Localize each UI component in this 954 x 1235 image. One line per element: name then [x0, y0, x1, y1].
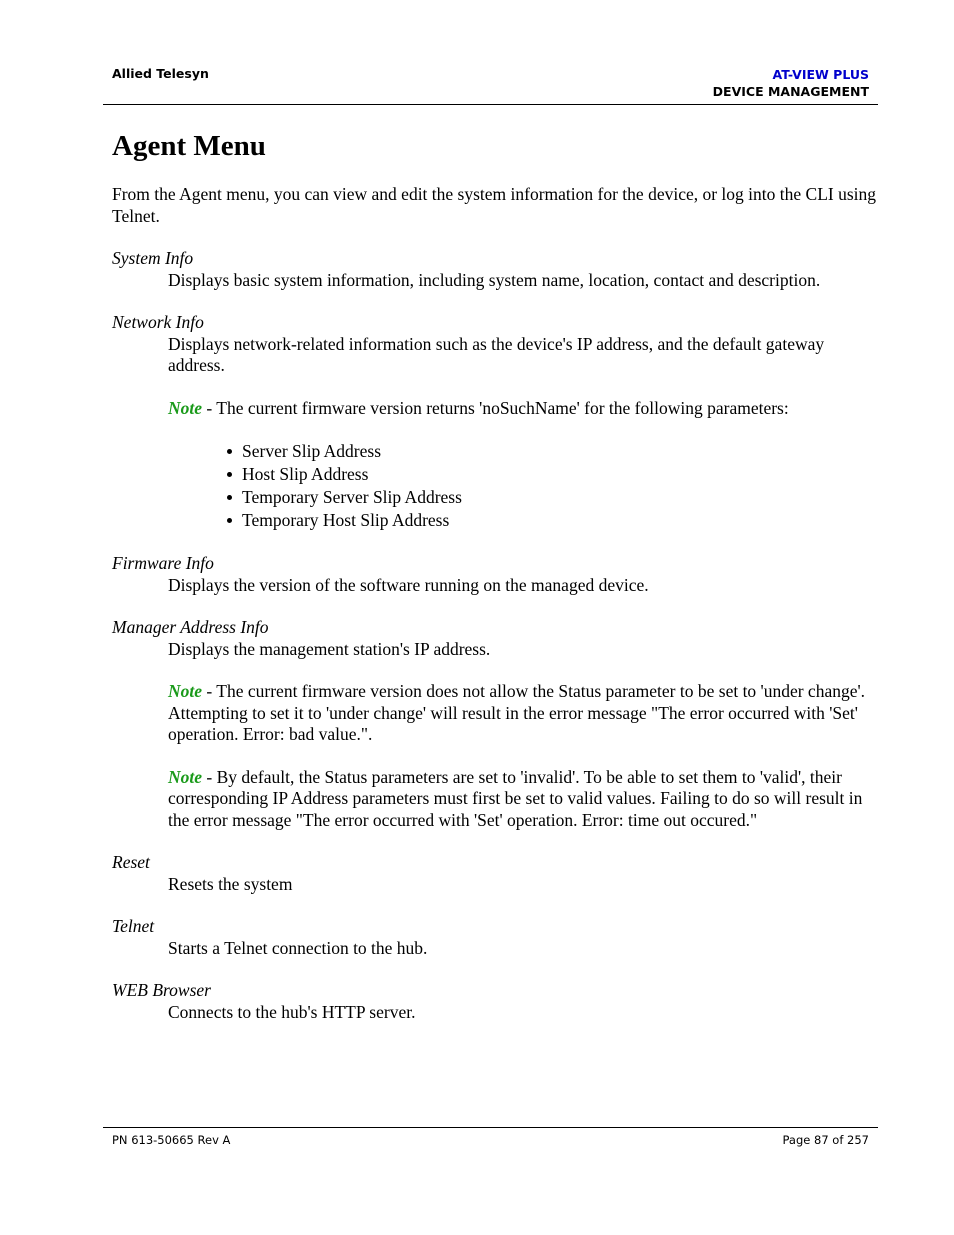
note-paragraph [168, 398, 882, 420]
list-item [224, 509, 882, 532]
note-text: - The current firmware version does not allow the Status parameter to be set to 'under change'. Attempting to set it to 'under change' will result in the error message "The error occurred with 'Set' operation. Error: bad value.". [168, 681, 866, 744]
note-paragraph [168, 681, 882, 746]
note-label: Note [168, 397, 203, 418]
term-manager-address-info: Manager Address Info [112, 617, 269, 637]
desc-system-info [168, 270, 882, 292]
footer-page-number: Page 87 of 257 [782, 1133, 869, 1147]
term-system-info: System Info [112, 248, 194, 268]
term-firmware-info: Firmware Info [112, 553, 214, 573]
desc-text: Displays basic system information, including system name, location, contact and description. [168, 269, 821, 290]
desc-network-info [168, 334, 882, 533]
desc-telnet [168, 938, 882, 960]
desc-firmware-info [168, 575, 882, 597]
desc-text: Connects to the hub's HTTP server. [168, 1001, 416, 1022]
desc-web-browser [168, 1002, 882, 1024]
note-label: Note [168, 681, 203, 701]
desc-text: Displays the version of the software running on the managed device. [168, 574, 649, 595]
list-item-text: Host Slip Address [242, 464, 369, 484]
footer-divider [103, 1127, 878, 1128]
desc-manager-address-info [168, 639, 882, 832]
term-network-info: Network Info [112, 312, 204, 332]
term-telnet: Telnet [112, 916, 155, 936]
desc-reset [168, 874, 882, 896]
note-text: - The current firmware version returns 'noSuchName' for the following parameters: [202, 397, 789, 418]
desc-text: Displays the management station's IP address. [168, 638, 491, 659]
bullet-icon [227, 495, 232, 500]
footer-part-number: PN 613-50665 Rev A [112, 1133, 231, 1147]
desc-text: Resets the system [168, 873, 293, 894]
list-item [224, 440, 882, 463]
header-section: DEVICE MANAGEMENT [712, 84, 869, 99]
bullet-icon [227, 518, 232, 523]
header-right [713, 66, 869, 100]
list-item-text: Server Slip Address [242, 441, 382, 461]
list-item [224, 486, 882, 509]
term-web-browser: WEB Browser [112, 980, 211, 1000]
desc-text: Starts a Telnet connection to the hub. [168, 937, 428, 958]
bullet-icon [227, 449, 232, 454]
header-divider [103, 104, 878, 105]
header-company: Allied Telesyn [112, 66, 209, 81]
bullet-list [168, 440, 882, 532]
list-item-text: Temporary Host Slip Address [242, 510, 450, 530]
bullet-icon [227, 472, 232, 477]
list-item [224, 463, 882, 486]
term-reset: Reset [112, 852, 150, 872]
header-product: AT-VIEW PLUS [772, 67, 869, 82]
list-item-text: Temporary Server Slip Address [242, 487, 462, 507]
note-label: Note [168, 766, 203, 787]
page-title: Agent Menu [112, 130, 266, 162]
page-body [112, 184, 882, 1044]
note-paragraph [168, 767, 882, 832]
note-text: - By default, the Status parameters are set to 'invalid'. To be able to set them to 'valid', their corresponding IP Address parameters must first be set to valid values. Failing to do so will result in the error message "The error occurred with 'Set' operation. Error: time out occured." [168, 766, 863, 830]
desc-text: Displays network-related information such as the device's IP address, and the default gateway address. [168, 333, 825, 375]
intro-paragraph: From the Agent menu, you can view and edit the system information for the device, or log into the CLI using Telnet. [112, 184, 877, 226]
